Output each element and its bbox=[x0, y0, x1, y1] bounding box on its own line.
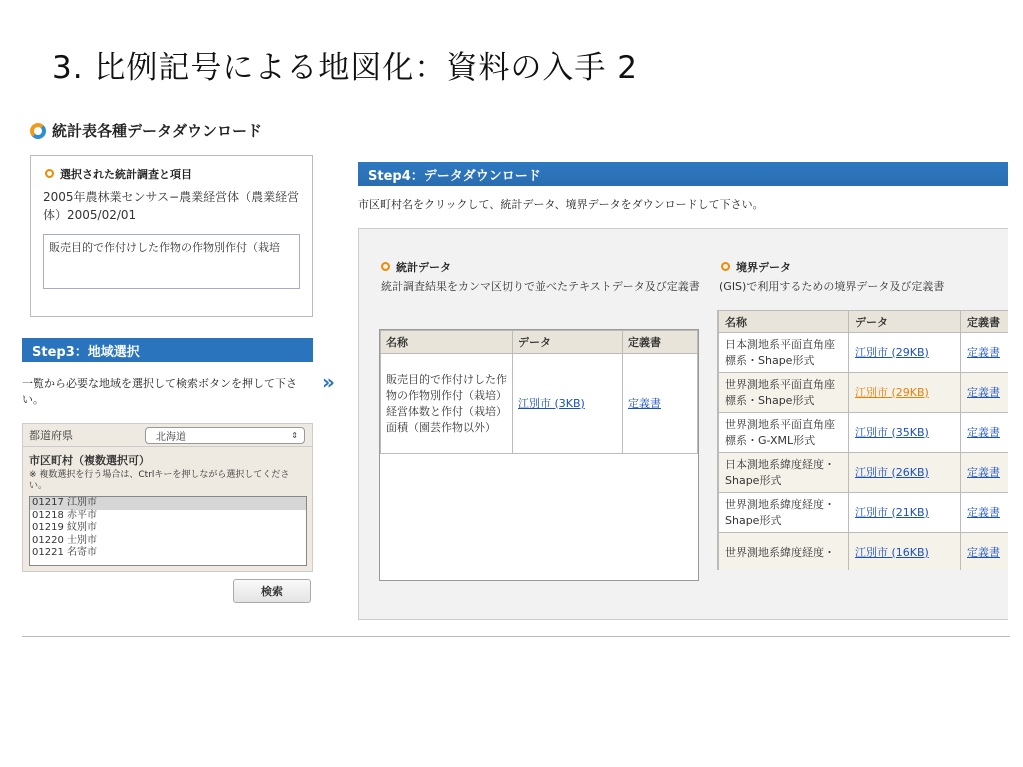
stats-cell-name: 販売目的で作付けした作物の作物別作付（栽培）経営体数と作付（栽培）面積（園芸作物以外） bbox=[381, 354, 513, 454]
stats-title: 統計データ bbox=[396, 261, 451, 274]
boundary-cell-name: 日本測地系平面直角座標系・Shape形式 bbox=[719, 333, 849, 373]
boundary-data-link[interactable]: 江別市 (16KB) bbox=[855, 545, 929, 559]
boundary-cell-name: 世界測地系緯度経度・Shape形式 bbox=[719, 493, 849, 533]
stats-title-row bbox=[381, 259, 451, 275]
table-row bbox=[719, 413, 1009, 453]
divider bbox=[22, 636, 1010, 637]
boundary-data-link[interactable]: 江別市 (35KB) bbox=[855, 425, 929, 439]
municipality-option[interactable]: 01217 江別市 bbox=[30, 497, 306, 510]
boundary-cell-name: 世界測地系平面直角座標系・G-XML形式 bbox=[719, 413, 849, 453]
section-title: 統計表各種データダウンロード bbox=[52, 122, 263, 140]
boundary-cell-name: 日本測地系緯度経度・Shape形式 bbox=[719, 453, 849, 493]
selected-survey: 2005年農林業センサス−農業経営体（農業経営体）2005/02/01 bbox=[43, 190, 300, 222]
boundary-data-link[interactable]: 江別市 (26KB) bbox=[855, 465, 929, 479]
stats-header-data: データ bbox=[513, 331, 623, 354]
logo-icon bbox=[30, 123, 46, 139]
selected-title-row bbox=[45, 166, 300, 182]
stats-header-def: 定義書 bbox=[623, 331, 698, 354]
table-row bbox=[719, 533, 1009, 571]
next-arrow-icon: » bbox=[322, 370, 335, 394]
boundary-data-link[interactable]: 江別市 (29KB) bbox=[855, 345, 929, 359]
boundary-cell-name: 世界測地系緯度経度・ bbox=[719, 533, 849, 571]
table-row bbox=[719, 373, 1009, 413]
table-row bbox=[719, 453, 1009, 493]
bullet-icon bbox=[381, 262, 390, 271]
municipality-option[interactable]: 01220 士別市 bbox=[32, 534, 97, 546]
stats-desc: 統計調査結果をカンマ区切りで並べたテキストデータ及び定義書 bbox=[381, 280, 700, 293]
boundary-def-link[interactable]: 定義書 bbox=[967, 505, 1000, 519]
prefecture-row bbox=[22, 423, 313, 447]
boundary-cell-name: 世界測地系平面直角座標系・Shape形式 bbox=[719, 373, 849, 413]
bullet-icon bbox=[45, 169, 54, 178]
municipality-listbox[interactable] bbox=[29, 496, 307, 566]
stats-header-name: 名称 bbox=[381, 331, 513, 354]
boundary-title: 境界データ bbox=[736, 261, 791, 274]
selected-survey-box bbox=[30, 155, 313, 317]
table-row bbox=[719, 493, 1009, 533]
table-row bbox=[719, 333, 1009, 373]
municipality-note: ※ 複数選択を行う場合は、Ctrlキーを押しながら選択してください。 bbox=[29, 470, 290, 491]
stats-table bbox=[380, 330, 698, 454]
municipality-option[interactable]: 01218 赤平市 bbox=[32, 509, 97, 521]
select-arrows-icon: ⇕ bbox=[291, 430, 298, 440]
search-button[interactable]: 検索 bbox=[233, 579, 311, 603]
section-header bbox=[30, 120, 262, 141]
step4-instruction: 市区町村名をクリックして、統計データ、境界データをダウンロードして下さい。 bbox=[358, 198, 764, 211]
boundary-table-frame bbox=[717, 310, 1008, 570]
municipality-option[interactable]: 01221 名寄市 bbox=[32, 547, 97, 558]
municipality-area bbox=[22, 447, 313, 572]
boundary-desc: (GIS)で利用するための境界データ及び定義書 bbox=[719, 280, 945, 293]
boundary-def-link[interactable]: 定義書 bbox=[967, 345, 1000, 359]
stats-data-link[interactable]: 江別市 (3KB) bbox=[518, 396, 585, 410]
table-row bbox=[381, 354, 698, 454]
boundary-header-def: 定義書 bbox=[961, 311, 1009, 333]
boundary-header-name: 名称 bbox=[719, 311, 849, 333]
slide-title: 3. 比例記号による地図化：資料の入手 2 bbox=[52, 50, 639, 86]
municipality-option[interactable]: 01219 紋別市 bbox=[32, 522, 97, 533]
selected-title: 選択された統計調査と項目 bbox=[60, 168, 192, 181]
boundary-data-link[interactable]: 江別市 (29KB) bbox=[855, 385, 929, 399]
boundary-def-link[interactable]: 定義書 bbox=[967, 425, 1000, 439]
stats-table-frame bbox=[379, 329, 699, 581]
boundary-table bbox=[718, 310, 1008, 570]
stats-def-link[interactable]: 定義書 bbox=[628, 396, 661, 410]
step3-instruction: 一覧から必要な地域を選択して検索ボタンを押して下さい。 bbox=[22, 377, 297, 406]
bullet-icon bbox=[721, 262, 730, 271]
prefecture-label: 都道府県 bbox=[29, 429, 73, 442]
boundary-header-data: データ bbox=[849, 311, 961, 333]
municipality-label: 市区町村（複数選択可） bbox=[29, 454, 150, 467]
boundary-data-link[interactable]: 江別市 (21KB) bbox=[855, 505, 929, 519]
step3-header: Step3：地域選択 bbox=[22, 338, 313, 362]
boundary-title-row bbox=[721, 259, 791, 275]
selected-item-field[interactable]: 販売目的で作付けした作物の作物別作付（栽培 bbox=[43, 234, 300, 289]
boundary-def-link[interactable]: 定義書 bbox=[967, 465, 1000, 479]
prefecture-value: 北海道 bbox=[156, 431, 186, 443]
boundary-def-link[interactable]: 定義書 bbox=[967, 385, 1000, 399]
prefecture-select[interactable] bbox=[145, 427, 305, 444]
boundary-def-link[interactable]: 定義書 bbox=[967, 545, 1000, 559]
download-panel bbox=[358, 228, 1008, 620]
step4-header: Step4：データダウンロード bbox=[358, 162, 1008, 186]
